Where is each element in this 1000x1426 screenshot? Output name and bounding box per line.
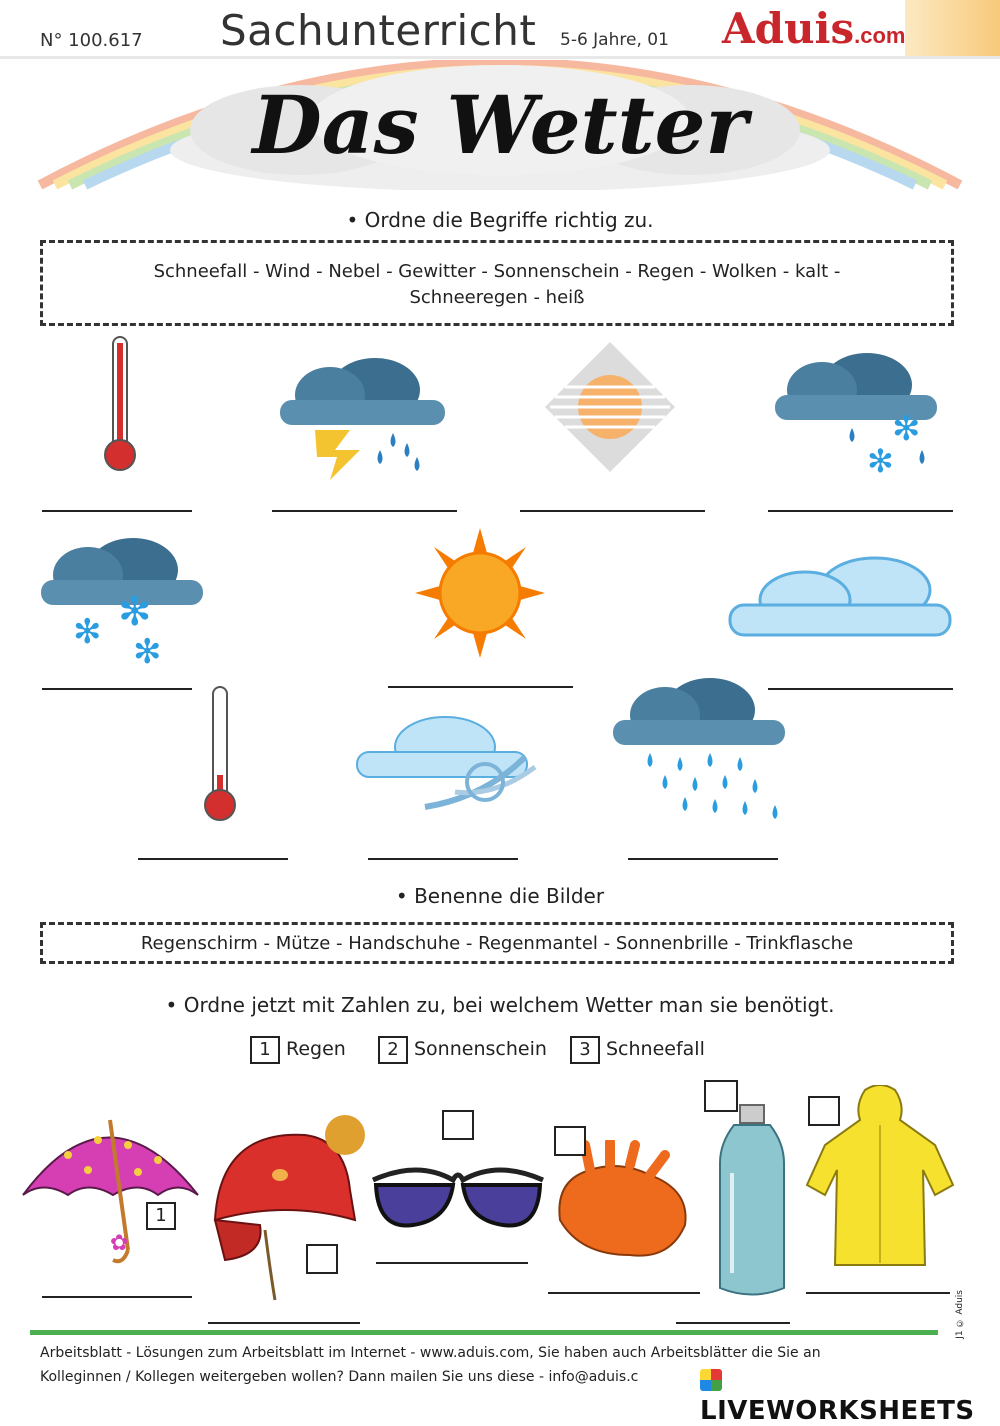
task3-instruction: • Ordne jetzt mit Zahlen zu, bei welchem Wetter man sie benötigt.: [165, 993, 835, 1017]
answer-line-1[interactable]: [42, 510, 192, 512]
answer-line-7[interactable]: [768, 688, 953, 690]
side-copyright: J1 © Aduis: [955, 1290, 965, 1339]
answer-line-3[interactable]: [520, 510, 705, 512]
umbrella-answer-box[interactable]: 1: [146, 1202, 176, 1230]
svg-text:✻: ✻: [73, 612, 102, 652]
svg-text:✻: ✻: [118, 589, 152, 635]
thermometer-cold-icon: [200, 685, 240, 825]
key-number-1: 1: [250, 1036, 280, 1064]
sun-icon: [415, 528, 545, 658]
answer-line-8[interactable]: [138, 858, 288, 860]
word-bank-line-1: Schneefall - Wind - Nebel - Gewitter - Sonnenschein - Regen - Wolken - kalt -: [153, 261, 841, 282]
key-label-sonnenschein: Sonnenschein: [414, 1038, 547, 1060]
task1-word-bank: [40, 240, 954, 326]
liveworksheets-watermark: LIVEWORKSHEETS: [700, 1366, 1000, 1426]
liveworksheets-logo-icon: [700, 1369, 722, 1391]
cap-icon: [205, 1110, 370, 1310]
rain-cloud-icon: [610, 665, 790, 835]
item-line-bottle[interactable]: [676, 1322, 790, 1324]
thermometer-hot-icon: [100, 335, 140, 475]
gloves-answer-box[interactable]: [554, 1126, 586, 1156]
water-bottle-icon: [712, 1103, 792, 1303]
key-label-regen: Regen: [286, 1038, 346, 1060]
cap-answer-box[interactable]: [306, 1244, 338, 1274]
thunderstorm-cloud-icon: [275, 345, 455, 485]
svg-text:✻: ✻: [892, 409, 921, 449]
answer-line-5[interactable]: [42, 688, 192, 690]
answer-line-2[interactable]: [272, 510, 457, 512]
sheet-number: N° 100.617: [40, 30, 143, 51]
task2-instruction: • Benenne die Bilder: [395, 884, 605, 908]
answer-line-4[interactable]: [768, 510, 953, 512]
word-bank-line-2: Schneeregen - heiß: [409, 287, 585, 308]
key-number-2: 2: [378, 1036, 408, 1064]
svg-text:✿: ✿: [110, 1231, 129, 1256]
item-line-gloves[interactable]: [548, 1292, 700, 1294]
sleet-cloud-icon: [772, 340, 942, 480]
sunglasses-answer-box[interactable]: [442, 1110, 474, 1140]
age-group: 5-6 Jahre, 01: [560, 30, 669, 50]
item-line-raincoat[interactable]: [806, 1292, 950, 1294]
key-number-3: 3: [570, 1036, 600, 1064]
header-divider: [0, 56, 1000, 59]
subject-title: Sachunterricht: [220, 6, 537, 55]
fog-sun-icon: [545, 342, 675, 472]
bottle-answer-box[interactable]: [704, 1080, 738, 1112]
item-line-cap[interactable]: [208, 1322, 360, 1324]
task1-instruction: • Ordne die Begriffe richtig zu.: [346, 208, 654, 232]
answer-line-6[interactable]: [388, 686, 573, 688]
answer-line-9[interactable]: [368, 858, 518, 860]
raincoat-answer-box[interactable]: [808, 1096, 840, 1126]
answer-line-10[interactable]: [628, 858, 778, 860]
snowfall-cloud-icon: [38, 525, 208, 665]
key-label-schneefall: Schneefall: [606, 1038, 705, 1060]
sunglasses-icon: [368, 1150, 548, 1240]
svg-text:✻: ✻: [133, 632, 162, 665]
wind-cloud-icon: [355, 712, 555, 822]
header-corner-decoration: [905, 0, 1000, 56]
gloves-icon: [550, 1140, 700, 1270]
page-title: Das Wetter: [252, 78, 748, 172]
brand-logo: Aduis.com: [722, 4, 906, 53]
task2-word-bank: Regenschirm - Mütze - Handschuhe - Regenmantel - Sonnenbrille - Trinkflasche: [40, 922, 954, 964]
item-line-umbrella[interactable]: [42, 1296, 192, 1298]
clouds-icon: [725, 550, 955, 640]
umbrella-icon: [18, 1100, 203, 1270]
item-line-sunglasses[interactable]: [376, 1262, 528, 1264]
svg-text:✻: ✻: [867, 442, 894, 480]
footer-line-2: Kolleginnen / Kollegen weitergeben wollen? Dann mailen Sie uns diese - info@aduis.c: [40, 1369, 639, 1385]
footer-line-1: Arbeitsblatt - Lösungen zum Arbeitsblatt im Internet - www.aduis.com, Sie haben auch Arbeitsblätter die Sie an: [40, 1345, 821, 1361]
footer-divider: [30, 1330, 938, 1335]
